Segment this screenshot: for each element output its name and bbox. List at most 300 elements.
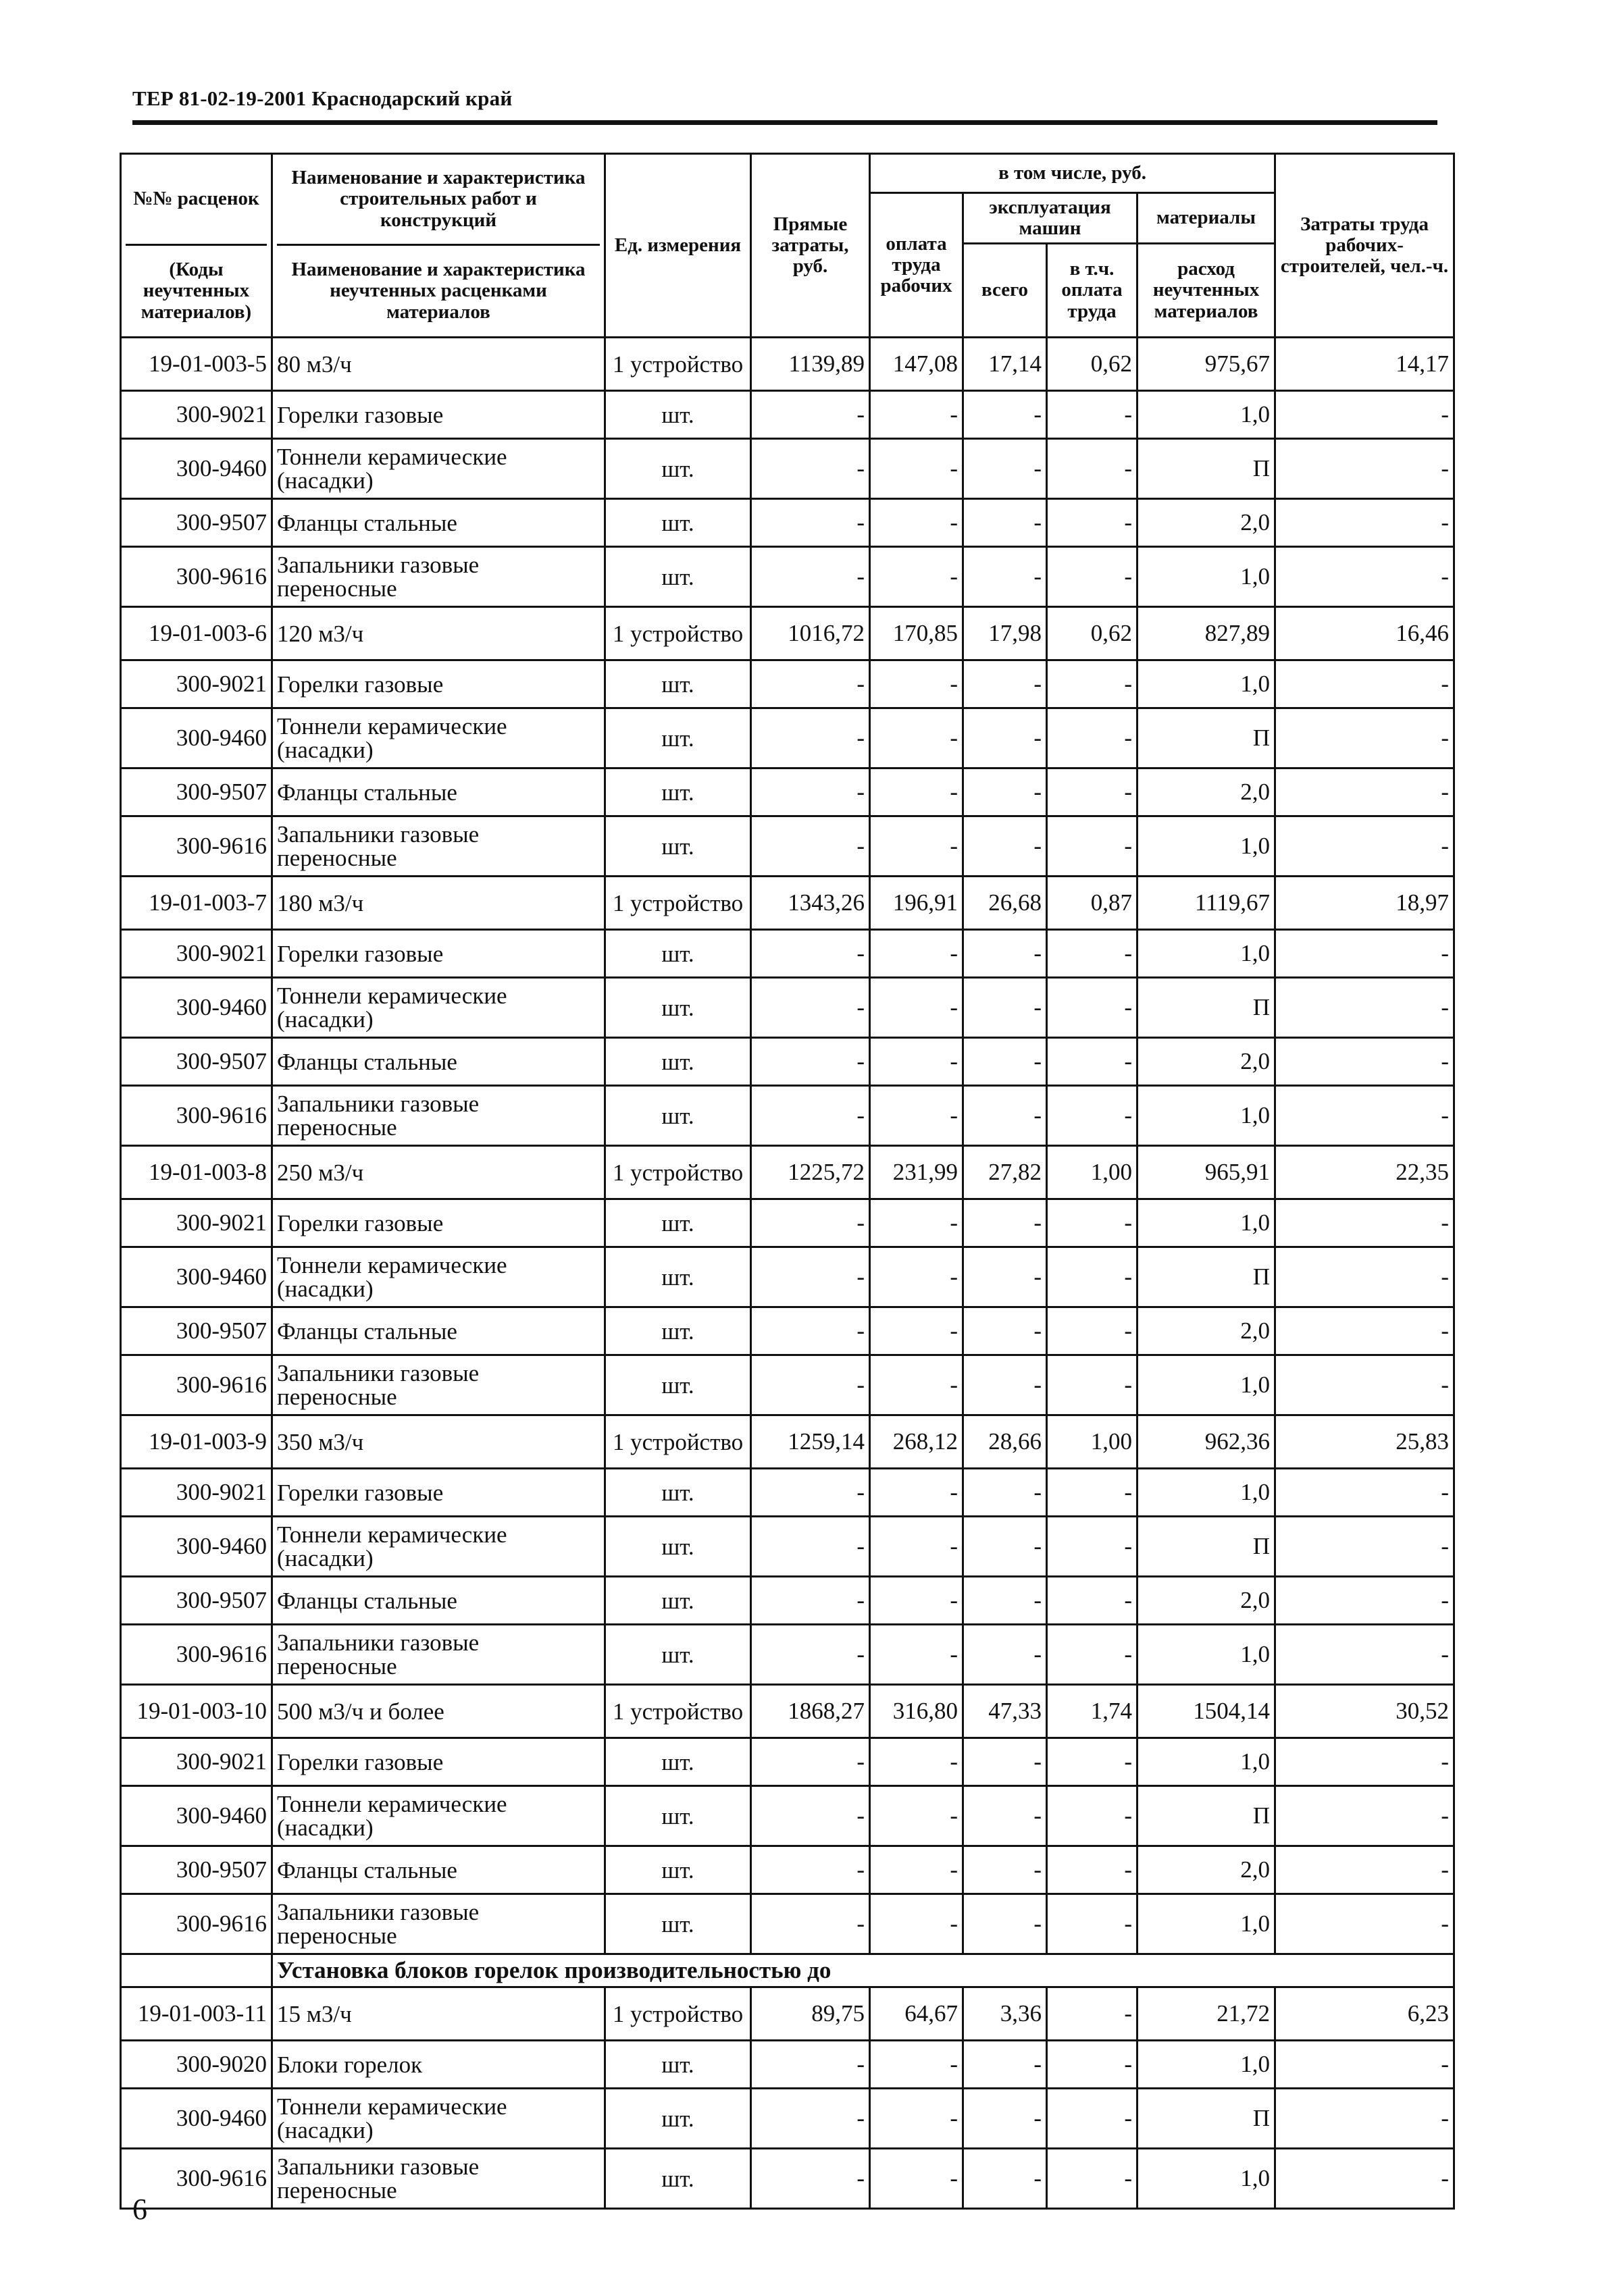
material-code: 300-9616 [121, 1625, 272, 1685]
material-qty: 1,0 [1137, 1738, 1275, 1786]
empty-value: - [870, 1846, 963, 1894]
material-qty: П [1137, 2089, 1275, 2149]
material-name: Горелки газовые [272, 1738, 605, 1786]
empty-value: - [1047, 1577, 1137, 1625]
page-header: ТЕР 81-02-19-2001 Краснодарский край [132, 86, 513, 110]
rate-row [121, 1685, 1454, 1738]
empty-value: - [963, 391, 1047, 439]
material-code: 300-9021 [121, 660, 272, 708]
empty-value: - [751, 1038, 870, 1086]
empty-value: - [751, 1738, 870, 1786]
material-qty: 1,0 [1137, 930, 1275, 978]
machines-total: 3,36 [963, 1987, 1047, 2041]
rate-code: 19-01-003-6 [121, 607, 272, 660]
machines-labor: 1,00 [1047, 1146, 1137, 1199]
machines-total: 26,68 [963, 877, 1047, 930]
empty-value: - [1275, 439, 1454, 499]
direct-cost: 1259,14 [751, 1415, 870, 1469]
empty-value: - [751, 499, 870, 547]
empty-value: - [870, 708, 963, 768]
empty-value: - [1275, 391, 1454, 439]
material-code: 300-9616 [121, 1894, 272, 1954]
material-name: Фланцы стальные [272, 1307, 605, 1355]
material-name: Тоннели керамические (насадки) [272, 978, 605, 1038]
rate-unit: 1 устройство [605, 1146, 751, 1199]
material-name: Фланцы стальные [272, 1846, 605, 1894]
rate-unit: 1 устройство [605, 338, 751, 391]
material-row [121, 1846, 1454, 1894]
empty-value: - [1047, 1469, 1137, 1517]
empty-value: - [751, 1086, 870, 1146]
material-unit: шт. [605, 1469, 751, 1517]
rate-name: 15 м3/ч [272, 1987, 605, 2041]
rate-code: 19-01-003-9 [121, 1415, 272, 1469]
material-row [121, 978, 1454, 1038]
empty-value: - [1047, 1199, 1137, 1247]
material-qty: 1,0 [1137, 391, 1275, 439]
empty-value: - [1047, 1625, 1137, 1685]
empty-value: - [1047, 1846, 1137, 1894]
header-machines-labor: в т.ч. оплата труда [1047, 244, 1137, 338]
header-labor-hours: Затраты труда рабочих-строителей, чел.-ч. [1275, 154, 1454, 338]
rate-unit: 1 устройство [605, 877, 751, 930]
material-qty: 1,0 [1137, 1086, 1275, 1146]
empty-value: - [751, 1517, 870, 1577]
material-qty: 1,0 [1137, 1894, 1275, 1954]
material-name: Тоннели керамические (насадки) [272, 2089, 605, 2149]
header-machines-total: всего [963, 244, 1047, 338]
empty-value: - [870, 978, 963, 1038]
empty-value: - [751, 1894, 870, 1954]
material-row [121, 768, 1454, 816]
material-code: 300-9460 [121, 978, 272, 1038]
materials-cost: 1119,67 [1137, 877, 1275, 930]
empty-value: - [1275, 1469, 1454, 1517]
material-row [121, 1469, 1454, 1517]
direct-cost: 1139,89 [751, 338, 870, 391]
machines-labor: - [1047, 1987, 1137, 2041]
empty-value: - [751, 439, 870, 499]
material-name: Запальники газовые переносные [272, 547, 605, 607]
empty-value: - [870, 1577, 963, 1625]
material-name: Горелки газовые [272, 1469, 605, 1517]
material-qty: 2,0 [1137, 1038, 1275, 1086]
material-code: 300-9507 [121, 1307, 272, 1355]
empty-value: - [870, 1469, 963, 1517]
material-unit: шт. [605, 391, 751, 439]
empty-value: - [1047, 768, 1137, 816]
material-name: Блоки горелок [272, 2041, 605, 2089]
material-code: 300-9021 [121, 930, 272, 978]
empty-value: - [1275, 1247, 1454, 1307]
rate-row [121, 1415, 1454, 1469]
material-name: Запальники газовые переносные [272, 1894, 605, 1954]
empty-value: - [870, 1038, 963, 1086]
empty-value: - [1275, 1307, 1454, 1355]
empty-value: - [870, 1307, 963, 1355]
empty-value: - [1047, 499, 1137, 547]
empty-value: - [751, 1625, 870, 1685]
material-name: Тоннели керамические (насадки) [272, 1517, 605, 1577]
material-code: 300-9460 [121, 708, 272, 768]
materials-cost: 21,72 [1137, 1987, 1275, 2041]
rate-code: 19-01-003-10 [121, 1685, 272, 1738]
material-row [121, 1577, 1454, 1625]
machines-labor: 0,62 [1047, 338, 1137, 391]
material-code: 300-9021 [121, 391, 272, 439]
rate-name: 80 м3/ч [272, 338, 605, 391]
material-qty: 1,0 [1137, 2041, 1275, 2089]
empty-value: - [1275, 2041, 1454, 2089]
material-name: Запальники газовые переносные [272, 816, 605, 877]
rate-name: 250 м3/ч [272, 1146, 605, 1199]
material-code: 300-9507 [121, 1038, 272, 1086]
material-unit: шт. [605, 1247, 751, 1307]
empty-value: - [751, 660, 870, 708]
material-qty: П [1137, 1247, 1275, 1307]
material-row [121, 1086, 1454, 1146]
empty-value: - [1047, 1894, 1137, 1954]
empty-value: - [870, 547, 963, 607]
material-code: 300-9021 [121, 1199, 272, 1247]
material-qty: 1,0 [1137, 2149, 1275, 2209]
material-name: Горелки газовые [272, 930, 605, 978]
labor-hours: 22,35 [1275, 1146, 1454, 1199]
empty-value: - [751, 547, 870, 607]
direct-cost: 1016,72 [751, 607, 870, 660]
material-code: 300-9616 [121, 1086, 272, 1146]
empty-value: - [1275, 1355, 1454, 1415]
rate-name: 180 м3/ч [272, 877, 605, 930]
empty-value: - [1275, 2149, 1454, 2209]
material-row [121, 1247, 1454, 1307]
empty-value: - [751, 1199, 870, 1247]
material-name: Тоннели керамические (насадки) [272, 439, 605, 499]
empty-value: - [1047, 978, 1137, 1038]
rate-row [121, 877, 1454, 930]
material-row [121, 1894, 1454, 1954]
direct-cost: 1343,26 [751, 877, 870, 930]
material-qty: П [1137, 439, 1275, 499]
rate-name: 350 м3/ч [272, 1415, 605, 1469]
material-code: 300-9507 [121, 768, 272, 816]
machines-labor: 1,00 [1047, 1415, 1137, 1469]
material-name: Фланцы стальные [272, 1038, 605, 1086]
materials-cost: 1504,14 [1137, 1685, 1275, 1738]
empty-value: - [751, 768, 870, 816]
direct-cost: 1868,27 [751, 1685, 870, 1738]
material-qty: 1,0 [1137, 547, 1275, 607]
empty-value: - [1047, 1517, 1137, 1577]
material-qty: 1,0 [1137, 1355, 1275, 1415]
direct-cost: 89,75 [751, 1987, 870, 2041]
material-name: Запальники газовые переносные [272, 1355, 605, 1415]
material-name: Запальники газовые переносные [272, 1086, 605, 1146]
material-qty: П [1137, 708, 1275, 768]
rate-row [121, 607, 1454, 660]
material-row [121, 708, 1454, 768]
empty-value: - [751, 1786, 870, 1846]
rate-unit: 1 устройство [605, 1987, 751, 2041]
material-row [121, 439, 1454, 499]
material-unit: шт. [605, 439, 751, 499]
rate-name: 500 м3/ч и более [272, 1685, 605, 1738]
material-code: 300-9460 [121, 1247, 272, 1307]
empty-value: - [1047, 1786, 1137, 1846]
material-qty: П [1137, 978, 1275, 1038]
material-unit: шт. [605, 1199, 751, 1247]
empty-value: - [870, 2041, 963, 2089]
empty-value: - [1047, 391, 1137, 439]
empty-value: - [1275, 768, 1454, 816]
empty-value: - [1047, 1307, 1137, 1355]
labor-cost: 196,91 [870, 877, 963, 930]
labor-cost: 231,99 [870, 1146, 963, 1199]
material-unit: шт. [605, 1577, 751, 1625]
materials-cost: 975,67 [1137, 338, 1275, 391]
material-qty: 2,0 [1137, 1577, 1275, 1625]
empty-value: - [870, 2089, 963, 2149]
empty-value: - [1275, 978, 1454, 1038]
labor-cost: 170,85 [870, 607, 963, 660]
empty-value: - [870, 2149, 963, 2209]
empty-value: - [963, 1517, 1047, 1577]
material-name: Запальники газовые переносные [272, 1625, 605, 1685]
materials-cost: 827,89 [1137, 607, 1275, 660]
empty-value: - [870, 499, 963, 547]
material-row [121, 1625, 1454, 1685]
labor-cost: 147,08 [870, 338, 963, 391]
empty-value: - [751, 978, 870, 1038]
empty-value: - [963, 708, 1047, 768]
material-unit: шт. [605, 978, 751, 1038]
rate-row [121, 338, 1454, 391]
materials-cost: 962,36 [1137, 1415, 1275, 1469]
material-row [121, 547, 1454, 607]
material-row [121, 499, 1454, 547]
material-row [121, 1738, 1454, 1786]
material-code: 300-9616 [121, 2149, 272, 2209]
material-code: 300-9460 [121, 1517, 272, 1577]
material-code: 300-9507 [121, 499, 272, 547]
material-unit: шт. [605, 660, 751, 708]
empty-value: - [1275, 1846, 1454, 1894]
material-unit: шт. [605, 2089, 751, 2149]
empty-value: - [751, 1355, 870, 1415]
material-name: Тоннели керамические (насадки) [272, 1247, 605, 1307]
material-unit: шт. [605, 768, 751, 816]
rate-code: 19-01-003-11 [121, 1987, 272, 2041]
section-code-blank [121, 1954, 272, 1987]
rates-table [120, 153, 1455, 2210]
empty-value: - [1047, 1247, 1137, 1307]
direct-cost: 1225,72 [751, 1146, 870, 1199]
empty-value: - [963, 1038, 1047, 1086]
empty-value: - [751, 708, 870, 768]
material-code: 300-9460 [121, 1786, 272, 1846]
rates-body [121, 338, 1454, 2209]
material-unit: шт. [605, 2041, 751, 2089]
empty-value: - [963, 1846, 1047, 1894]
empty-value: - [1047, 1038, 1137, 1086]
material-code: 300-9020 [121, 2041, 272, 2089]
material-name: Фланцы стальные [272, 768, 605, 816]
empty-value: - [1275, 499, 1454, 547]
material-unit: шт. [605, 2149, 751, 2209]
rate-unit: 1 устройство [605, 1415, 751, 1469]
empty-value: - [751, 1846, 870, 1894]
empty-value: - [870, 1786, 963, 1846]
header-unit: Ед. измерения [605, 154, 751, 338]
empty-value: - [870, 1894, 963, 1954]
rate-row [121, 1146, 1454, 1199]
empty-value: - [1275, 660, 1454, 708]
header-code: №№ расценок (Коды неучтенных материалов) [121, 154, 272, 338]
material-row [121, 2149, 1454, 2209]
labor-hours: 16,46 [1275, 607, 1454, 660]
rate-code: 19-01-003-7 [121, 877, 272, 930]
material-unit: шт. [605, 1517, 751, 1577]
empty-value: - [1047, 547, 1137, 607]
empty-value: - [1047, 708, 1137, 768]
material-unit: шт. [605, 1625, 751, 1685]
empty-value: - [1047, 1086, 1137, 1146]
empty-value: - [1275, 2089, 1454, 2149]
empty-value: - [1275, 1894, 1454, 1954]
material-unit: шт. [605, 708, 751, 768]
material-unit: шт. [605, 1355, 751, 1415]
empty-value: - [870, 1738, 963, 1786]
empty-value: - [963, 1786, 1047, 1846]
empty-value: - [870, 1247, 963, 1307]
header-materials: материалы [1137, 193, 1275, 244]
header-name: Наименование и характеристика строительных работ и конструкций Наименование и характеристика неучтенных расценками материалов [272, 154, 605, 338]
empty-value: - [963, 1199, 1047, 1247]
material-code: 300-9460 [121, 439, 272, 499]
empty-value: - [751, 2041, 870, 2089]
material-unit: шт. [605, 1038, 751, 1086]
materials-cost: 965,91 [1137, 1146, 1275, 1199]
labor-cost: 268,12 [870, 1415, 963, 1469]
section-row [121, 1954, 1454, 1987]
material-unit: шт. [605, 1846, 751, 1894]
material-unit: шт. [605, 1738, 751, 1786]
page-number: 6 [132, 2193, 147, 2226]
labor-hours: 14,17 [1275, 338, 1454, 391]
empty-value: - [751, 1577, 870, 1625]
material-row [121, 1199, 1454, 1247]
rate-unit: 1 устройство [605, 1685, 751, 1738]
material-code: 300-9616 [121, 547, 272, 607]
empty-value: - [963, 439, 1047, 499]
empty-value: - [963, 1307, 1047, 1355]
material-row [121, 1786, 1454, 1846]
header-labor: оплата труда рабочих [870, 193, 963, 338]
material-code: 300-9616 [121, 816, 272, 877]
rate-code: 19-01-003-5 [121, 338, 272, 391]
machines-total: 28,66 [963, 1415, 1047, 1469]
empty-value: - [1275, 1786, 1454, 1846]
material-qty: 1,0 [1137, 1199, 1275, 1247]
header-machines: эксплуатация машин [963, 193, 1137, 244]
empty-value: - [870, 1625, 963, 1685]
material-qty: 2,0 [1137, 1846, 1275, 1894]
labor-hours: 6,23 [1275, 1987, 1454, 2041]
rate-unit: 1 устройство [605, 607, 751, 660]
material-unit: шт. [605, 1086, 751, 1146]
material-code: 300-9460 [121, 2089, 272, 2149]
empty-value: - [751, 1307, 870, 1355]
material-name: Горелки газовые [272, 660, 605, 708]
empty-value: - [963, 2149, 1047, 2209]
rate-code: 19-01-003-8 [121, 1146, 272, 1199]
empty-value: - [963, 1894, 1047, 1954]
machines-labor: 0,62 [1047, 607, 1137, 660]
empty-value: - [1047, 2149, 1137, 2209]
empty-value: - [751, 816, 870, 877]
material-name: Горелки газовые [272, 391, 605, 439]
section-title: Установка блоков горелок производительностью до [272, 1954, 1454, 1987]
material-name: Горелки газовые [272, 1199, 605, 1247]
material-code: 300-9021 [121, 1738, 272, 1786]
empty-value: - [870, 768, 963, 816]
machines-labor: 0,87 [1047, 877, 1137, 930]
material-name: Фланцы стальные [272, 499, 605, 547]
empty-value: - [963, 547, 1047, 607]
material-qty: 2,0 [1137, 1307, 1275, 1355]
material-row [121, 1355, 1454, 1415]
labor-hours: 30,52 [1275, 1685, 1454, 1738]
machines-total: 47,33 [963, 1685, 1047, 1738]
material-qty: 2,0 [1137, 499, 1275, 547]
empty-value: - [751, 1469, 870, 1517]
material-qty: 1,0 [1137, 1625, 1275, 1685]
machines-labor: 1,74 [1047, 1685, 1137, 1738]
empty-value: - [963, 930, 1047, 978]
empty-value: - [963, 660, 1047, 708]
empty-value: - [1275, 930, 1454, 978]
header-materials-unaccounted: расход неучтенных материалов [1137, 244, 1275, 338]
empty-value: - [1047, 1738, 1137, 1786]
empty-value: - [1275, 547, 1454, 607]
labor-cost: 316,80 [870, 1685, 963, 1738]
empty-value: - [963, 499, 1047, 547]
empty-value: - [963, 1086, 1047, 1146]
material-code: 300-9616 [121, 1355, 272, 1415]
material-name: Запальники газовые переносные [272, 2149, 605, 2209]
empty-value: - [963, 1577, 1047, 1625]
rate-name: 120 м3/ч [272, 607, 605, 660]
empty-value: - [1047, 816, 1137, 877]
empty-value: - [1275, 1199, 1454, 1247]
empty-value: - [1047, 1355, 1137, 1415]
material-row [121, 930, 1454, 978]
material-unit: шт. [605, 499, 751, 547]
material-row [121, 391, 1454, 439]
empty-value: - [963, 768, 1047, 816]
rate-row [121, 1987, 1454, 2041]
empty-value: - [963, 1625, 1047, 1685]
material-row [121, 1517, 1454, 1577]
labor-hours: 18,97 [1275, 877, 1454, 930]
material-unit: шт. [605, 1786, 751, 1846]
labor-hours: 25,83 [1275, 1415, 1454, 1469]
material-qty: П [1137, 1517, 1275, 1577]
material-row [121, 2041, 1454, 2089]
empty-value: - [751, 2149, 870, 2209]
empty-value: - [1047, 439, 1137, 499]
empty-value: - [870, 439, 963, 499]
